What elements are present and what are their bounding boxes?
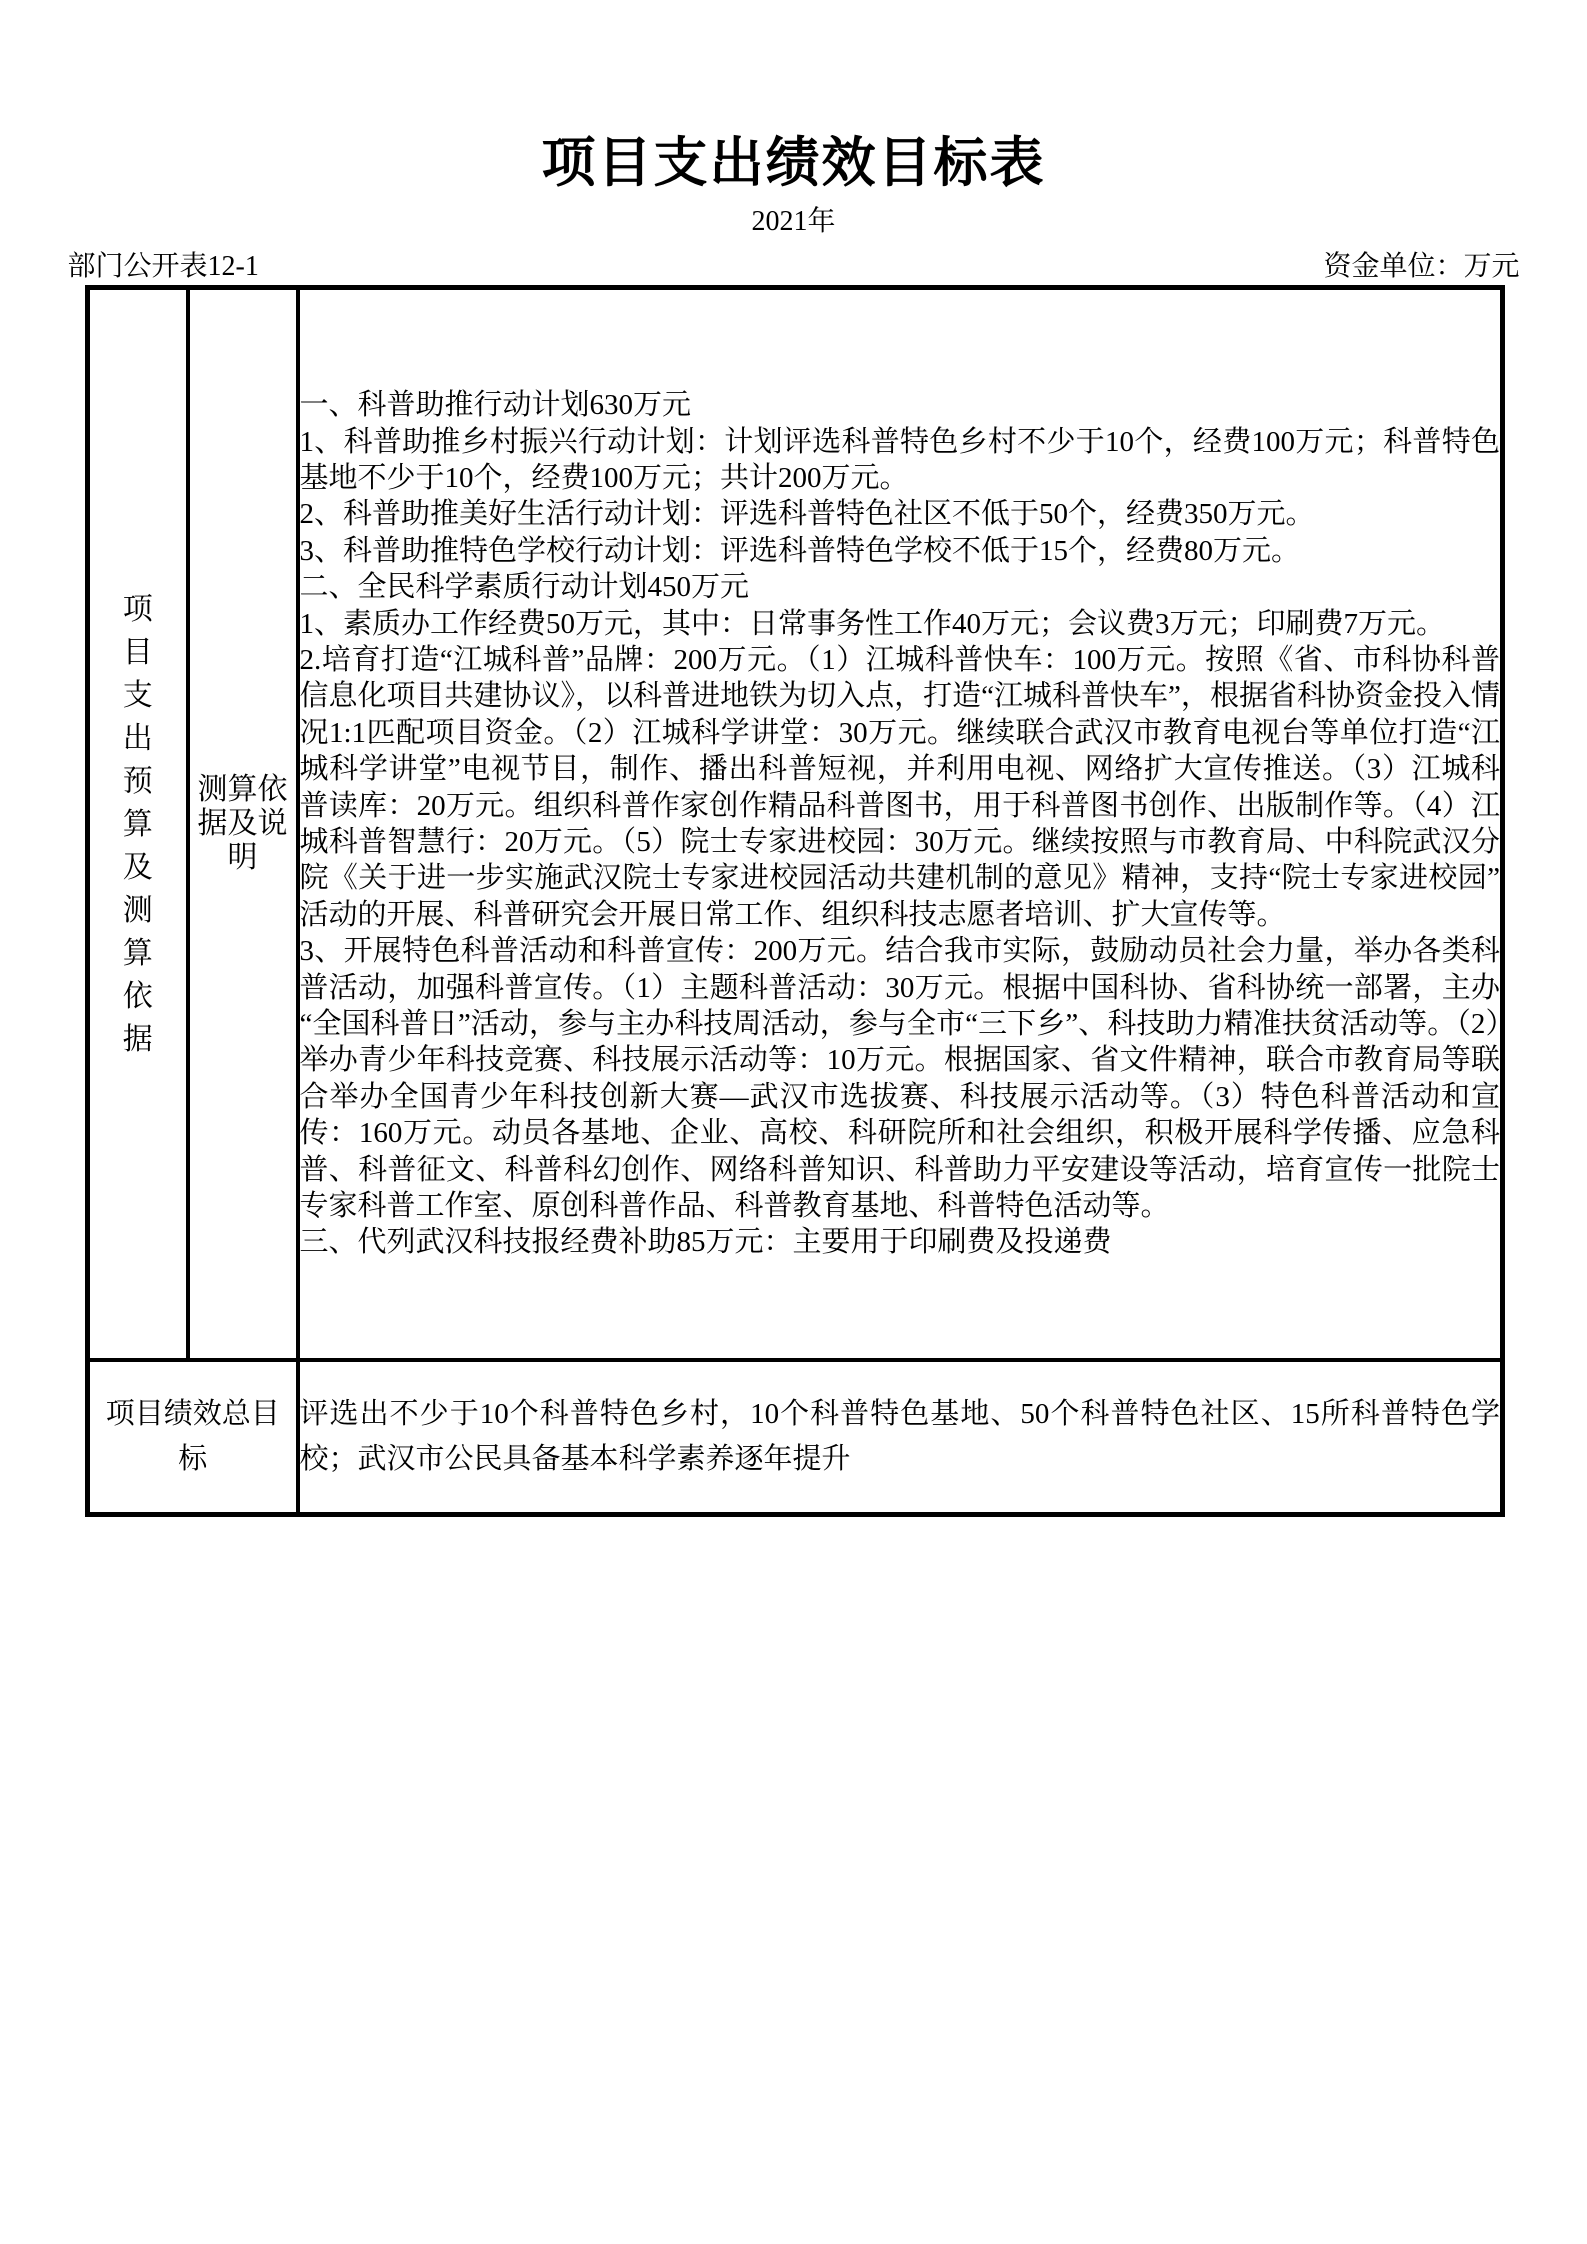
content-paragraph: 二、全民科学素质行动计划450万元 xyxy=(299,571,750,604)
content-paragraph: 3、开展特色科普活动和科普宣传：200万元。结合我市实际，鼓励动员社会力量，举办各类科普活动，加强科普宣传。（1）主题科普活动：30万元。根据中国科协、省科协统一部署，主办“全国科普日”活动，参与主办科技周活动，参与全市“三下乡”、科技助力精准扶贫活动等。（2）举办青少年科技竞赛、科技展示活动等：10万元。根据国家、省文件精神，联合市教育局等联合举办全国青少年科技创新大赛—武汉市选拔赛、科技展示活动等。（3）特色科普活动和宣传：160万元。动员各基地、企业、高校、科研院所和社会组织，积极开展科学传播、应急科普、科普征文、科普科幻创作、网络科普知识、科普助力平安建设等活动，培育宣传一批院士专家科普工作室、原创科普作品、科普教育基地、科普特色活动等。 xyxy=(299,935,1500,1223)
meta-row xyxy=(68,252,1520,282)
budget-basis-row xyxy=(88,288,1503,1361)
overall-goal-row xyxy=(88,1360,1503,1515)
content-paragraph: 2.培育打造“江城科普”品牌：200万元。（1）江城科普快车：100万元。按照《省、市科协科普信息化项目共建协议》，以科普进地铁为切入点，打造“江城科普快车”，根据省科协资金投入情况1:1匹配项目资金。（2）江城科学讲堂：30万元。继续联合武汉市教育电视台等单位打造“江城科学讲堂”电视节目，制作、播出科普短视，并利用电视、网络扩大宣传推送。（3）江城科普读库：20万元。组织科普作家创作精品科普图书，用于科普图书创作、出版制作等。（4）江城科普智慧行：20万元。（5）院士专家进校园：30万元。继续按照与市教育局、中科院武汉分院《关于进一步实施武汉院士专家进校园活动共建机制的意见》精神，支持“院士专家进校园”活动的开展、科普研究会开展日常工作、组织科技志愿者培训、扩大宣传等。 xyxy=(299,643,1500,931)
row-header-budget-basis-cell xyxy=(88,288,188,1361)
content-paragraph: 1、素质办工作经费50万元，其中：日常事务性工作40万元；会议费3万元；印刷费7万元。 xyxy=(299,607,1446,640)
overall-goal-content-cell xyxy=(298,1360,1503,1515)
page-year: 2021年 xyxy=(751,206,836,237)
overall-goal-text: 评选出不少于10个科普特色乡村，10个科普特色基地、50个科普特色社区、15所科普特色学校；武汉市公民具备基本科学素养逐年提升 xyxy=(299,1398,1500,1475)
content-paragraph: 3、科普助推特色学校行动计划：评选科普特色学校不低于15个，经费80万元。 xyxy=(299,534,1301,567)
table-code-label: 部门公开表12-1 xyxy=(67,251,259,282)
row-header-calc-basis-label: 测算依据及说明 xyxy=(197,773,288,874)
content-paragraph: 三、代列武汉科技报经费补助85万元：主要用于印刷费及投递费 xyxy=(299,1226,1112,1259)
content-paragraph: 2、科普助推美好生活行动计划：评选科普特色社区不低于50个，经费350万元。 xyxy=(299,498,1315,531)
content-paragraph: 1、科普助推乡村振兴行动计划：计划评选科普特色乡村不少于10个，经费100万元；科普特色基地不少于10个，经费100万元；共计200万元。 xyxy=(299,425,1500,494)
content-paragraph: 一、科普助推行动计划630万元 xyxy=(299,389,692,422)
row-header-budget-basis-label: 项目支出预算及测算依据 xyxy=(122,592,153,1056)
row-header-calc-basis-cell xyxy=(188,288,298,1361)
calc-basis-paragraph-list xyxy=(300,387,1501,1261)
calc-basis-content-cell xyxy=(298,288,1503,1361)
page-title: 项目支出绩效目标表 xyxy=(541,133,1046,193)
performance-target-table xyxy=(85,285,1505,1517)
fund-unit-label: 资金单位：万元 xyxy=(1323,251,1520,282)
row-header-overall-goal-label: 项目绩效总目标 xyxy=(105,1398,280,1475)
row-header-overall-goal-cell xyxy=(88,1360,298,1515)
